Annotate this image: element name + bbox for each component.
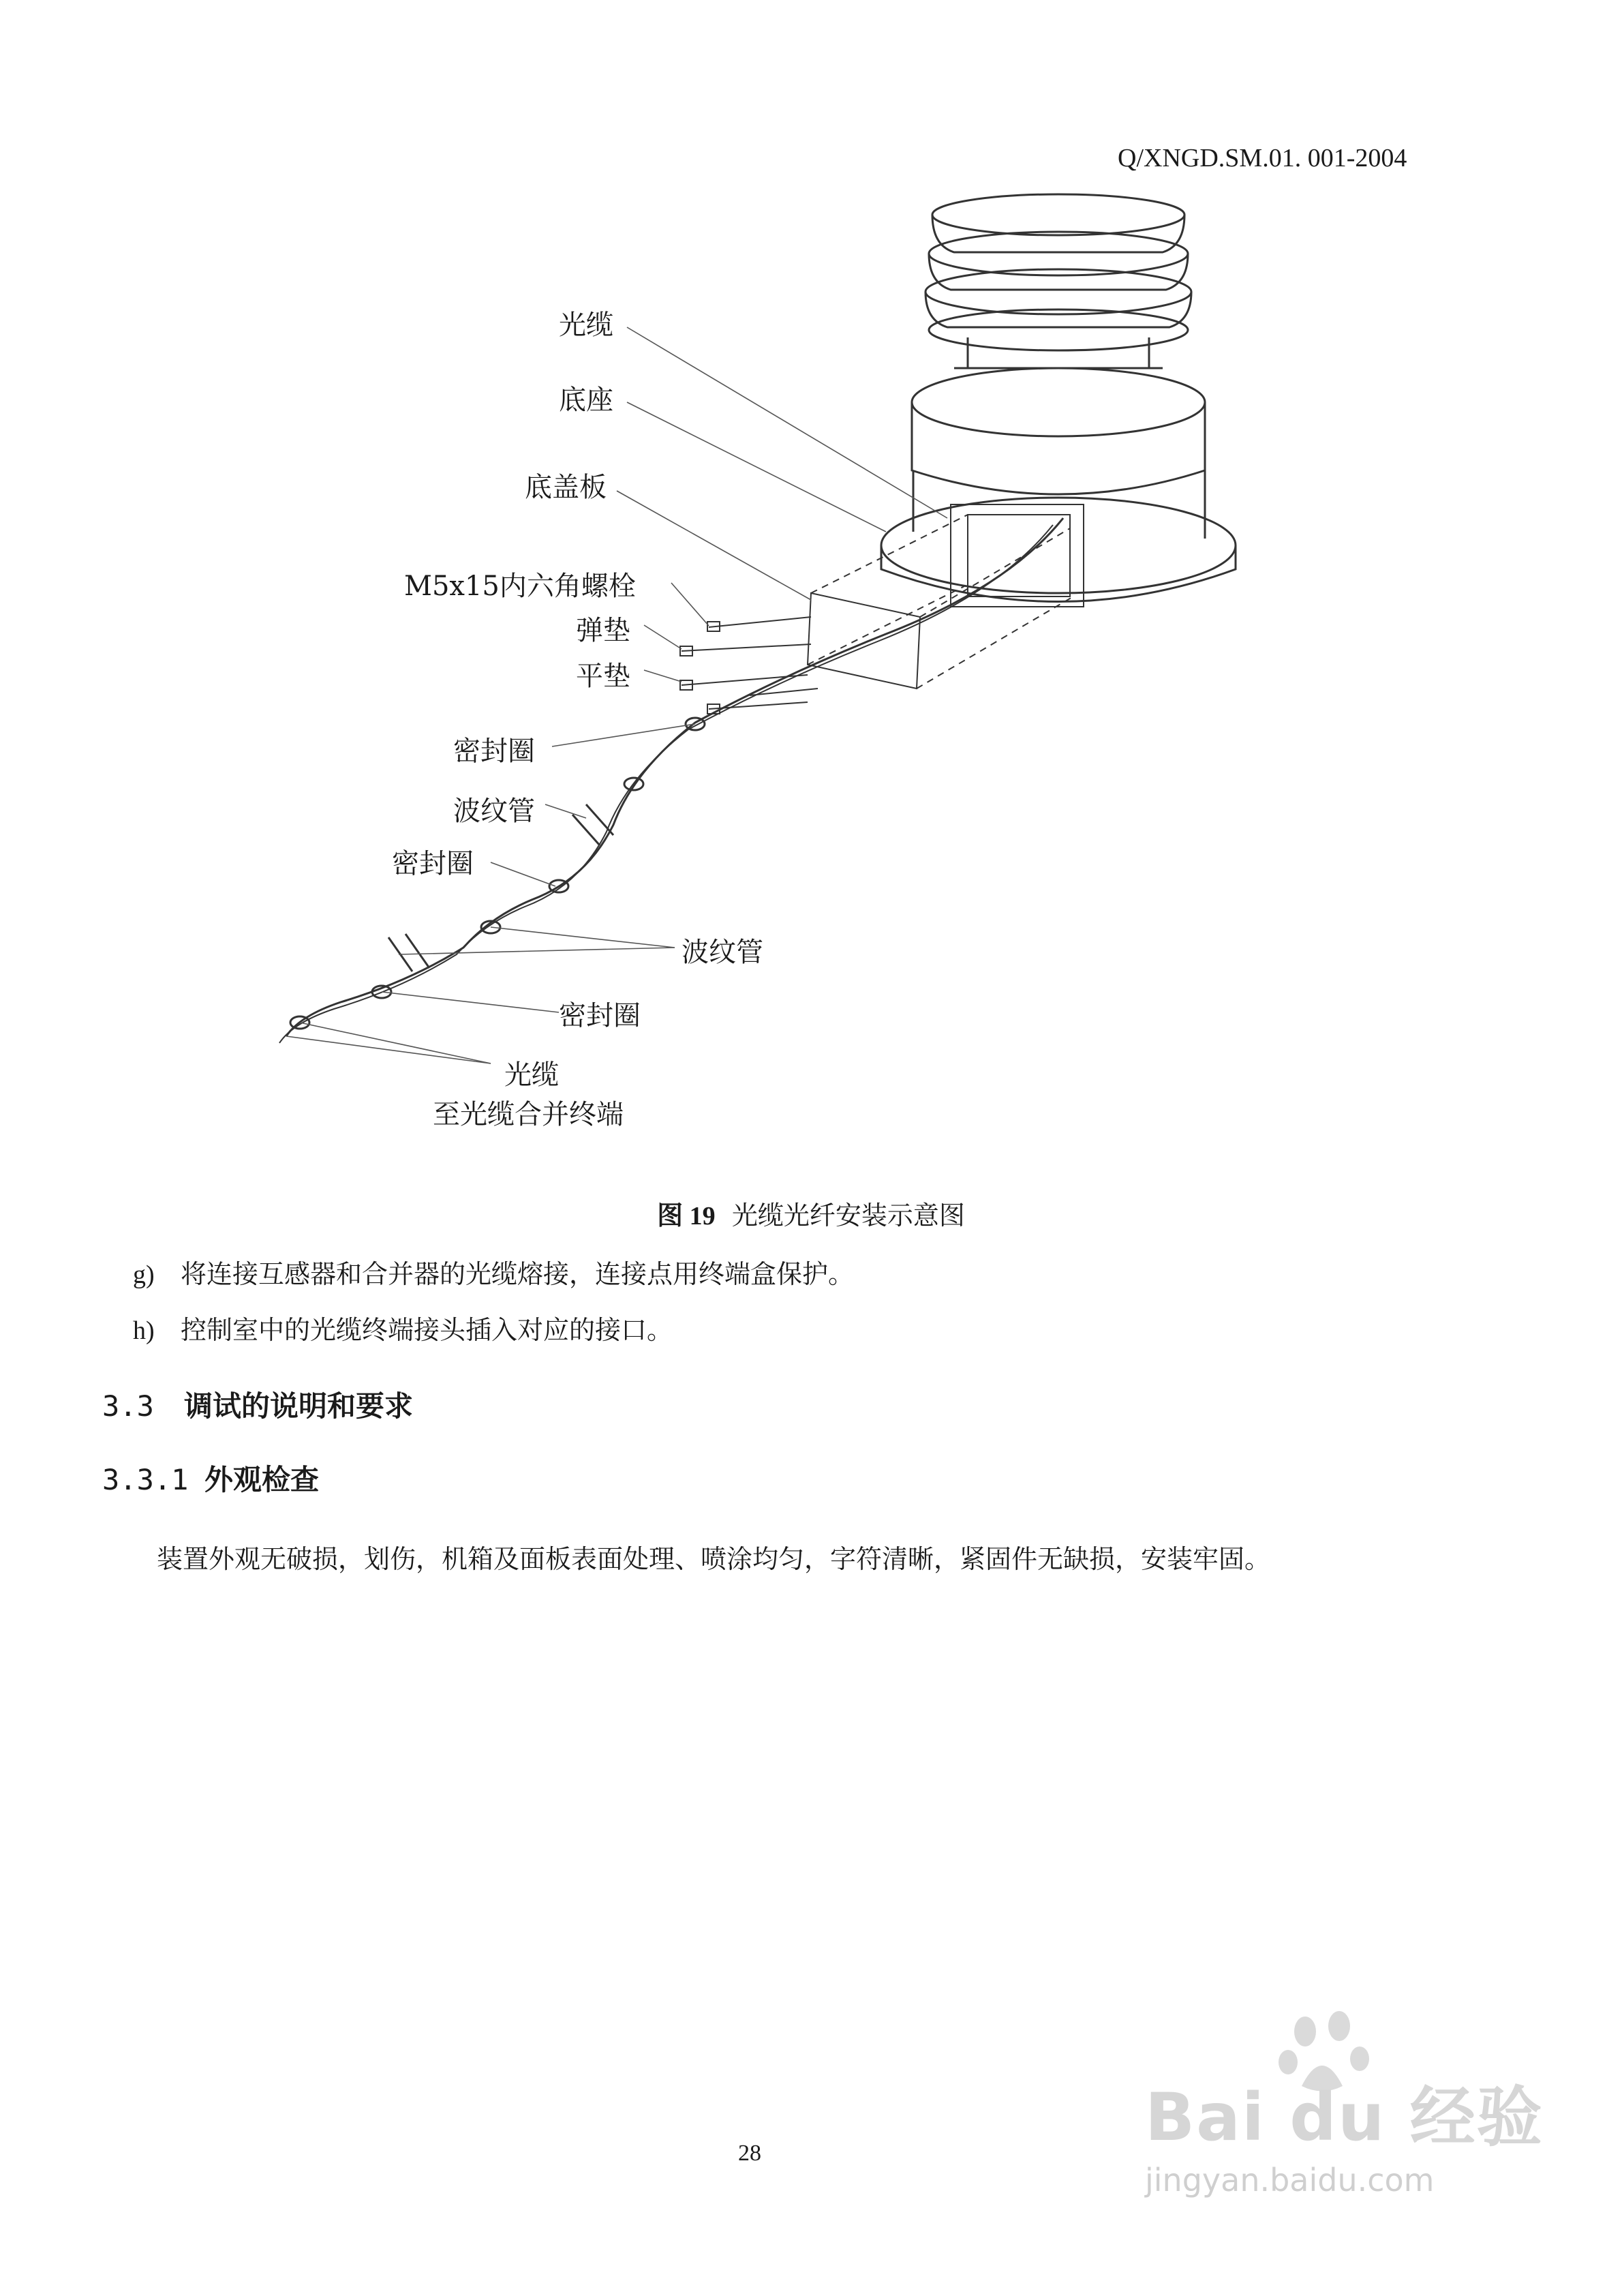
section-title: 调试的说明和要求	[184, 1389, 414, 1423]
label-seal-ring-1: 密封圈	[453, 736, 535, 767]
label-cable-bottom: 光缆	[504, 1059, 559, 1091]
insulator-neck	[954, 337, 1163, 368]
cover-plate	[808, 593, 920, 689]
label-cover-plate: 底盖板	[525, 472, 607, 503]
list-item-text: 控制室中的光缆终端接头插入对应的接口。	[181, 1315, 673, 1345]
label-cable-top: 光缆	[559, 309, 613, 341]
figure-caption	[0, 1194, 1622, 1232]
label-cable-destination: 至光缆合并终端	[433, 1099, 624, 1130]
pipe-break-marks	[388, 804, 613, 971]
insulator-sheds	[925, 194, 1191, 350]
section-title: 外观检查	[204, 1463, 320, 1496]
label-flat-washer: 平垫	[576, 661, 630, 692]
leader-lines	[286, 327, 947, 1063]
label-corrugated-pipe-2: 波纹管	[682, 937, 763, 968]
upper-flange	[912, 368, 1205, 436]
base-flange	[881, 498, 1236, 593]
label-spring-washer: 弹垫	[576, 615, 630, 646]
caption-prefix: 图 19	[657, 1202, 716, 1230]
label-corrugated-pipe-1: 波纹管	[453, 796, 535, 827]
label-seal-ring-2: 密封圈	[392, 848, 474, 879]
page-number: 28	[738, 2141, 761, 2166]
section-number: 3.3.1	[102, 1463, 189, 1496]
label-bolt: M5x15内六角螺栓	[404, 571, 636, 602]
list-marker: g)	[133, 1260, 155, 1289]
list-item-h	[133, 1309, 673, 1346]
list-item-text: 将连接互感器和合并器的光缆熔接，连接点用终端盒保护。	[181, 1259, 855, 1289]
caption-text: 光缆光纤安装示意图	[731, 1200, 965, 1230]
section-heading-3-3	[102, 1384, 413, 1425]
watermark-url: jingyan.baidu.com	[1145, 2162, 1435, 2199]
section-heading-3-3-1	[102, 1457, 319, 1498]
bolts	[680, 617, 818, 714]
list-item-g	[133, 1253, 854, 1290]
watermark	[1145, 2066, 1544, 2199]
body-paragraph: 装置外观无破损，划伤，机箱及面板表面处理、喷涂均匀，字符清晰，紧固件无缺损，安装牢固。	[157, 1544, 1271, 1574]
watermark-brand: Bai du 经验	[1145, 2079, 1544, 2156]
label-base: 底座	[559, 384, 613, 416]
list-marker: h)	[133, 1316, 155, 1345]
label-seal-ring-3: 密封圈	[559, 1000, 641, 1031]
document-number: Q/XNGD.SM.01. 001-2004	[1118, 144, 1407, 172]
section-number: 3.3	[102, 1389, 154, 1423]
